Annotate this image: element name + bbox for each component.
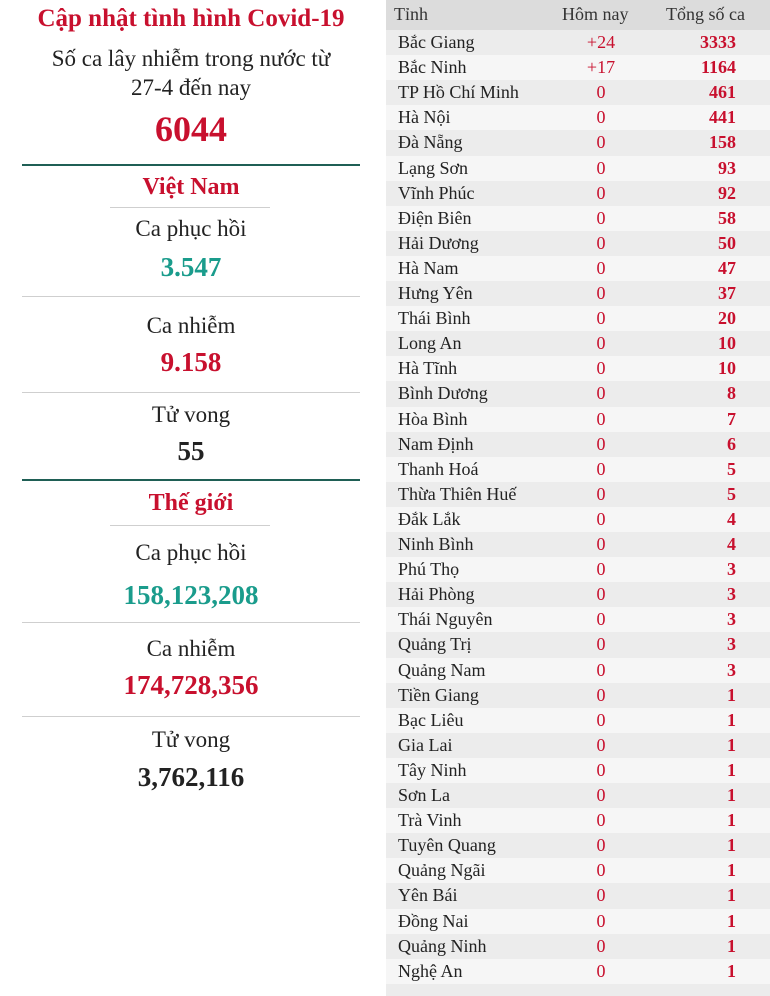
today-cell: 0 [596,860,606,881]
total-cell: 58 [718,207,736,228]
table-row [386,256,770,281]
table-row [386,607,770,632]
divider [22,479,360,481]
table-row [386,156,770,181]
province-cell: Nam Định [398,433,474,454]
province-cell: Lạng Sơn [398,157,469,178]
province-cell: Vĩnh Phúc [398,182,475,203]
today-cell: 0 [596,559,606,580]
total-cell: 7 [727,408,736,429]
table-row [386,30,770,55]
total-cell: 4 [727,534,736,554]
subtitle [0,44,382,102]
total-cell: 1 [727,910,736,931]
table-row [386,557,770,582]
table-row [386,909,770,934]
divider [22,622,360,623]
vietnam-title: Việt Nam [142,174,240,200]
province-cell: Quảng Trị [398,634,472,655]
province-cell: Quảng Nam [398,659,486,680]
today-cell: 0 [596,333,606,354]
today-cell: 0 [596,910,606,931]
total-cell: 6 [727,433,736,454]
province-cell: Hưng Yên [398,283,473,303]
table-row [386,181,770,206]
province-cell: Hải Phòng [398,584,475,605]
total-cell: 1164 [700,57,736,78]
today-cell: 0 [596,684,606,705]
world-title: Thế giới [148,490,234,516]
today-cell: 0 [596,935,606,956]
today-cell: 0 [596,308,606,329]
province-cell: Hà Nội [398,107,451,128]
table-row [386,758,770,783]
total-cell: 8 [727,383,736,404]
total-cell: 4 [727,508,736,529]
table-row [386,733,770,758]
province-cell: Bắc Ninh [398,57,467,78]
province-cell: Ninh Bình [398,534,474,554]
today-cell: 0 [596,132,606,153]
province-table [386,0,770,996]
table-row [386,130,770,155]
total-cell: 1 [727,709,736,730]
today-cell: 0 [596,609,606,630]
domestic-total: 6044 [155,109,227,149]
table-row [386,80,770,105]
province-cell: Trà Vinh [398,810,462,831]
divider [22,716,360,717]
today-cell: +24 [586,32,616,52]
table-row [386,858,770,883]
total-cell: 1 [727,810,736,831]
total-cell: 50 [718,232,736,253]
header-total: Tổng số ca [666,4,745,24]
table-row [386,532,770,557]
province-cell: Gia Lai [398,734,453,755]
table-header [386,0,770,30]
table-row [386,105,770,130]
today-cell: 0 [596,759,606,780]
vietnam-deaths-value: 55 [177,436,205,466]
total-cell: 5 [727,458,736,479]
table-row [386,934,770,959]
today-cell: 0 [596,785,606,805]
table-row [386,683,770,708]
province-cell: Quảng Ngãi [398,860,486,881]
province-cell: Phú Thọ [398,559,460,580]
today-cell: 0 [596,709,606,730]
province-cell: Sơn La [398,785,451,805]
province-cell: Hòa Bình [398,408,468,429]
world-recovered-value: 158,123,208 [123,580,259,610]
table-row [386,632,770,657]
table-row [386,206,770,231]
total-cell: 3 [727,659,736,680]
province-cell: Tiền Giang [398,684,479,705]
total-cell: 461 [709,82,736,103]
total-cell: 1 [727,860,736,881]
vietnam-cases-value: 9.158 [160,347,222,377]
table-row [386,507,770,532]
world-cases-label: Ca nhiễm [146,636,236,661]
province-cell: Thanh Hoá [398,458,479,479]
today-cell: 0 [596,885,606,906]
province-cell: Đắk Lắk [398,508,461,529]
total-cell: 1 [727,935,736,956]
total-cell: 3333 [700,32,736,52]
today-cell: 0 [596,408,606,429]
province-cell: Bắc Giang [398,32,475,52]
total-cell: 1 [727,960,736,981]
total-cell: 47 [718,257,736,278]
divider [110,525,270,526]
province-cell: Thái Nguyên [398,609,493,630]
table-row [386,432,770,457]
total-cell: 1 [727,759,736,780]
world-deaths-label: Tử vong [151,727,231,752]
today-cell: 0 [596,182,606,203]
table-row [386,959,770,984]
table-row [386,833,770,858]
table-row [386,407,770,432]
world-deaths-value: 3,762,116 [137,762,245,792]
province-cell: Hà Tĩnh [398,358,458,379]
today-cell: 0 [596,584,606,605]
province-cell: Hải Dương [398,232,479,253]
today-cell: 0 [596,232,606,253]
today-cell: 0 [596,835,606,856]
total-cell: 158 [709,132,736,153]
total-cell: 3 [727,609,736,630]
total-cell: 10 [718,333,736,354]
today-cell: 0 [596,659,606,680]
total-cell: 93 [718,157,736,178]
table-row [386,281,770,306]
province-cell: Hà Nam [398,257,459,278]
total-cell: 3 [727,634,736,655]
table-row [386,231,770,256]
today-cell: 0 [596,157,606,178]
today-cell: 0 [596,634,606,655]
vietnam-deaths-label: Tử vong [151,402,231,427]
today-cell: 0 [596,508,606,529]
total-cell: 37 [718,283,736,303]
today-cell: 0 [596,458,606,479]
today-cell: 0 [596,483,606,504]
table-row [386,457,770,482]
table-row [386,708,770,733]
province-cell: Tây Ninh [398,759,467,780]
table-row [386,658,770,683]
table-row [386,808,770,833]
total-cell: 1 [727,684,736,705]
divider [22,296,360,297]
world-cases-value: 174,728,356 [123,670,259,700]
total-cell: 3 [727,559,736,580]
total-cell: 10 [718,358,736,379]
total-cell: 1 [727,785,736,805]
total-cell: 1 [727,835,736,856]
header-today: Hôm nay [562,4,629,24]
table-row [386,55,770,80]
province-cell: Bình Dương [398,383,488,404]
total-cell: 3 [727,584,736,605]
province-cell: TP Hồ Chí Minh [398,82,519,103]
table-row [386,381,770,406]
total-cell: 441 [709,107,736,128]
today-cell: +17 [586,57,616,78]
table-row [386,331,770,356]
province-cell: Đồng Nai [398,910,469,931]
province-cell: Thừa Thiên Huế [398,483,517,504]
today-cell: 0 [596,82,606,103]
today-cell: 0 [596,107,606,128]
subtitle-line-1: Số ca lây nhiễm trong nước từ [51,46,331,71]
table-row [386,356,770,381]
today-cell: 0 [596,207,606,228]
today-cell: 0 [596,358,606,379]
province-cell: Bạc Liêu [398,709,464,730]
table-row [386,306,770,331]
today-cell: 0 [596,257,606,278]
table-row [386,582,770,607]
province-cell: Yên Bái [398,885,458,906]
today-cell: 0 [596,960,606,981]
today-cell: 0 [596,734,606,755]
page-title: Cập nhật tình hình Covid-19 [37,5,345,32]
province-cell: Điện Biên [398,207,472,228]
subtitle-line-2: 27-4 đến nay [130,75,252,100]
total-cell: 5 [727,483,736,504]
table-row [386,783,770,808]
table-row [386,883,770,908]
vietnam-recovered-label: Ca phục hồi [135,216,247,241]
province-cell: Nghệ An [398,960,463,981]
table-row [386,482,770,507]
today-cell: 0 [596,810,606,831]
total-cell: 20 [718,308,736,329]
province-cell: Long An [398,333,462,354]
total-cell: 1 [727,734,736,755]
province-cell: Đà Nẵng [398,132,463,153]
vietnam-recovered-value: 3.547 [160,252,222,282]
header-province: Tỉnh [394,4,428,24]
province-cell: Thái Bình [398,308,471,329]
today-cell: 0 [596,383,606,404]
total-cell: 92 [718,182,736,203]
today-cell: 0 [596,433,606,454]
world-recovered-label: Ca phục hồi [135,540,247,565]
total-cell: 1 [727,885,736,906]
summary-panel [0,0,382,996]
vietnam-cases-label: Ca nhiễm [146,313,236,338]
divider [22,392,360,393]
province-cell: Tuyên Quang [398,835,496,856]
today-cell: 0 [596,534,606,554]
divider [22,164,360,166]
province-cell: Quảng Ninh [398,935,487,956]
divider [110,207,270,208]
today-cell: 0 [596,283,606,303]
